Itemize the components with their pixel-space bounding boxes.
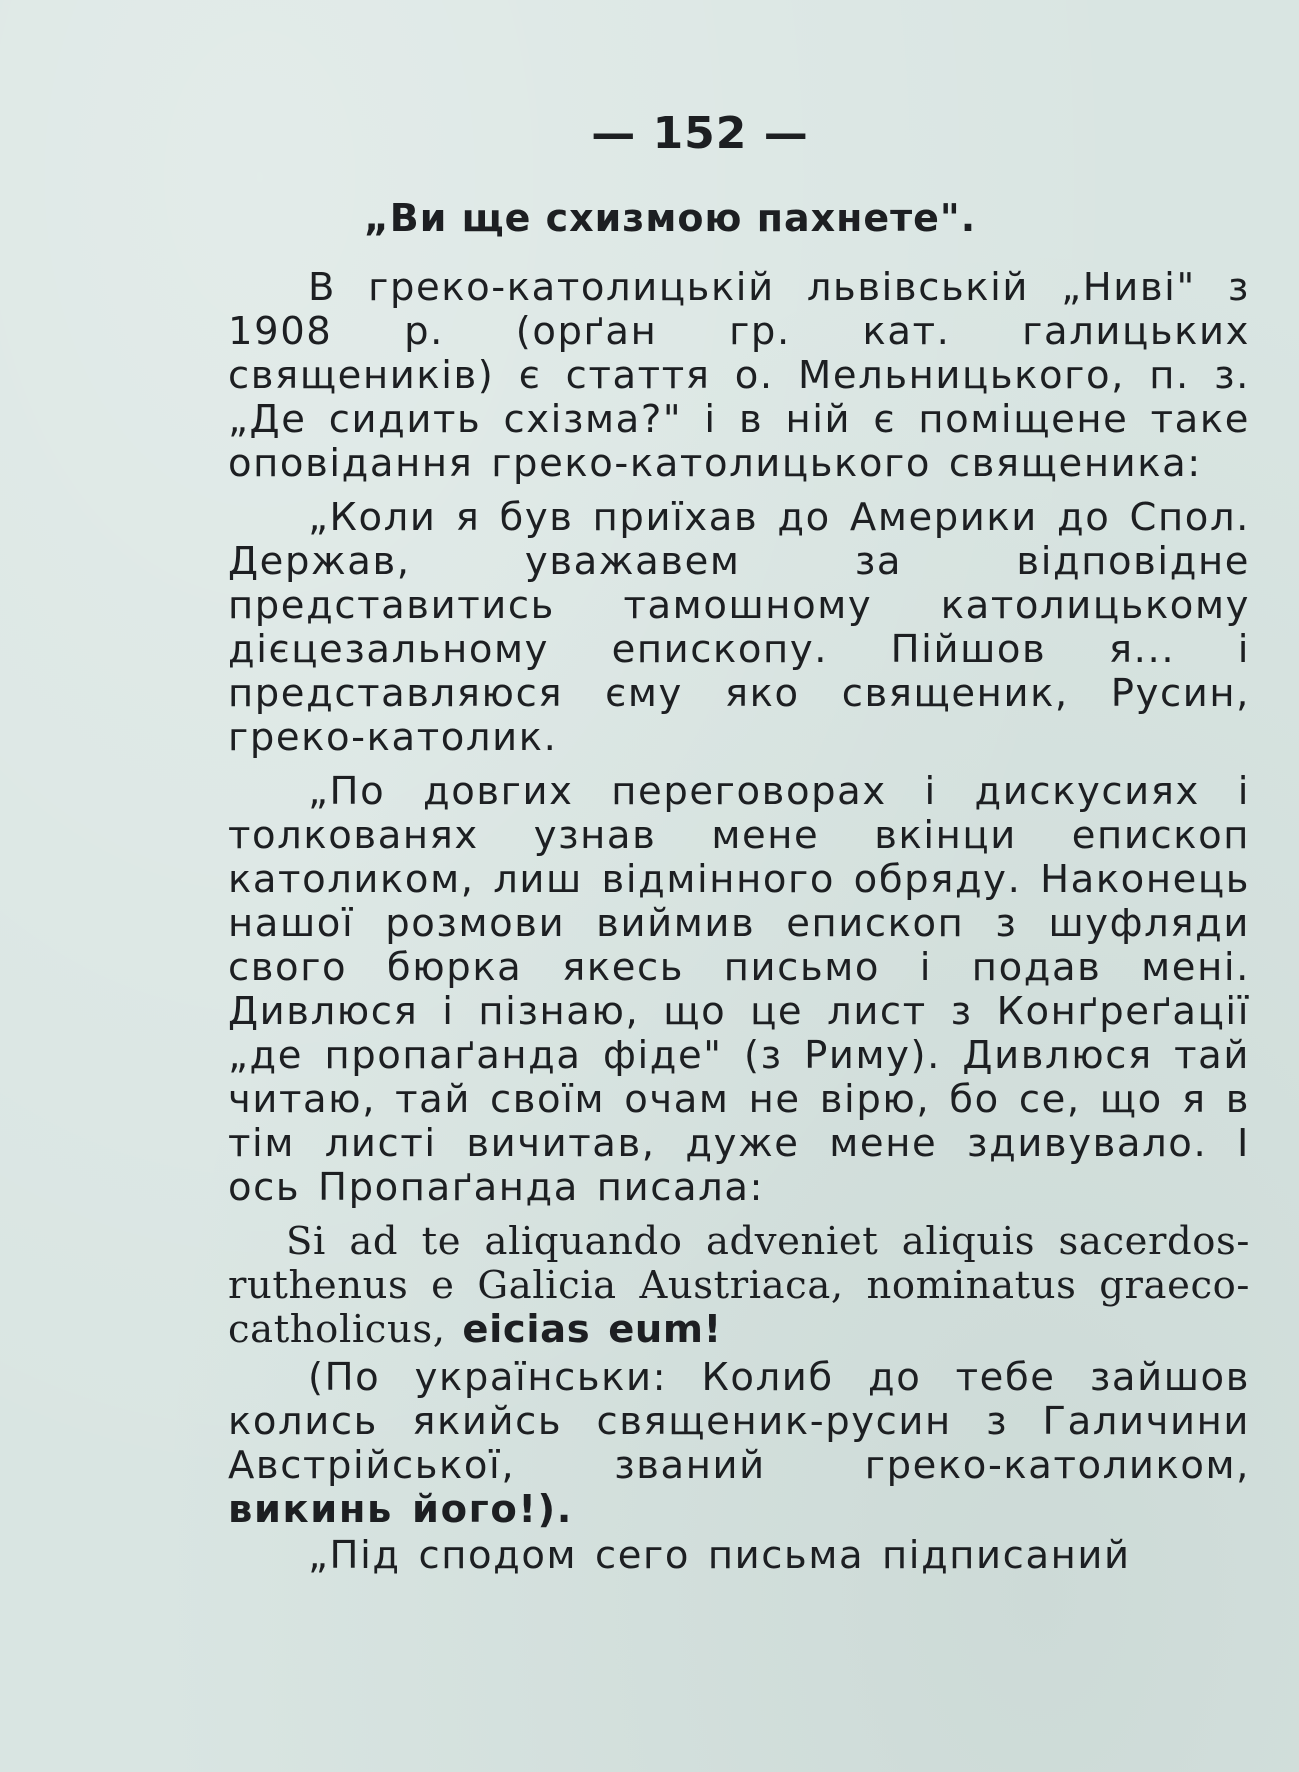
paragraph-last: „Під сподом сего письма підписаний [308,1533,1131,1578]
paragraph-1: В греко-католицькій львівській „Ниві" з 1908 р. (орґан гр. кат. галицьких священиків) є стаття о. Мельницького, п. з. „Де сидить схізма?" і в ній є поміщене таке оповідання греко-католицького священика: [228,265,1250,486]
latin-quote-text: Si ad te aliquando adveniet aliquis sacerdos-ruthenus e Galicia Austriaca, nominatus graeco-catholicus, [228,1219,1250,1352]
translation-text: (По українськи: Колиб до тебе зайшов колись якийсь священик-русин з Галичини Австрійської, званий греко-католиком, [228,1355,1250,1488]
paragraph-3: „По довгих переговорах і дискусиях і толкованях узнав мене вкінци епископ католиком, лиш відмінного обряду. Наконець нашої розмови виймив епископ з шуфляди свого бюрка якесь письмо і подав мені. Дивлюся і пізнаю, що це лист з Конґреґації „де пропаґанда фіде" (з Риму). Дивлюся тай читаю, тай своїм очам не вірю, бо се, що я в тім листі вичитав, дуже мене здивувало. І ось Пропаґанда писала: [228,769,1250,1210]
latin-quote-bold: eicias eum! [462,1307,722,1352]
translation-bold: викинь його!). [228,1487,573,1532]
body-text [228,266,1250,1588]
paragraph-2: „Коли я був приїхав до Америки до Спол. Держав, уважавем за відповідне представитись тамошному католицькому дієцезальному епископу. Пійшов я... і представляюся єму яко священик, Русин, греко-католик. [228,495,1250,760]
latin-quote [228,1220,1250,1352]
section-title: „Ви ще схизмою пахнете". [363,196,977,240]
page-number: — 152 — [591,108,809,159]
translation-paragraph [228,1356,1250,1532]
